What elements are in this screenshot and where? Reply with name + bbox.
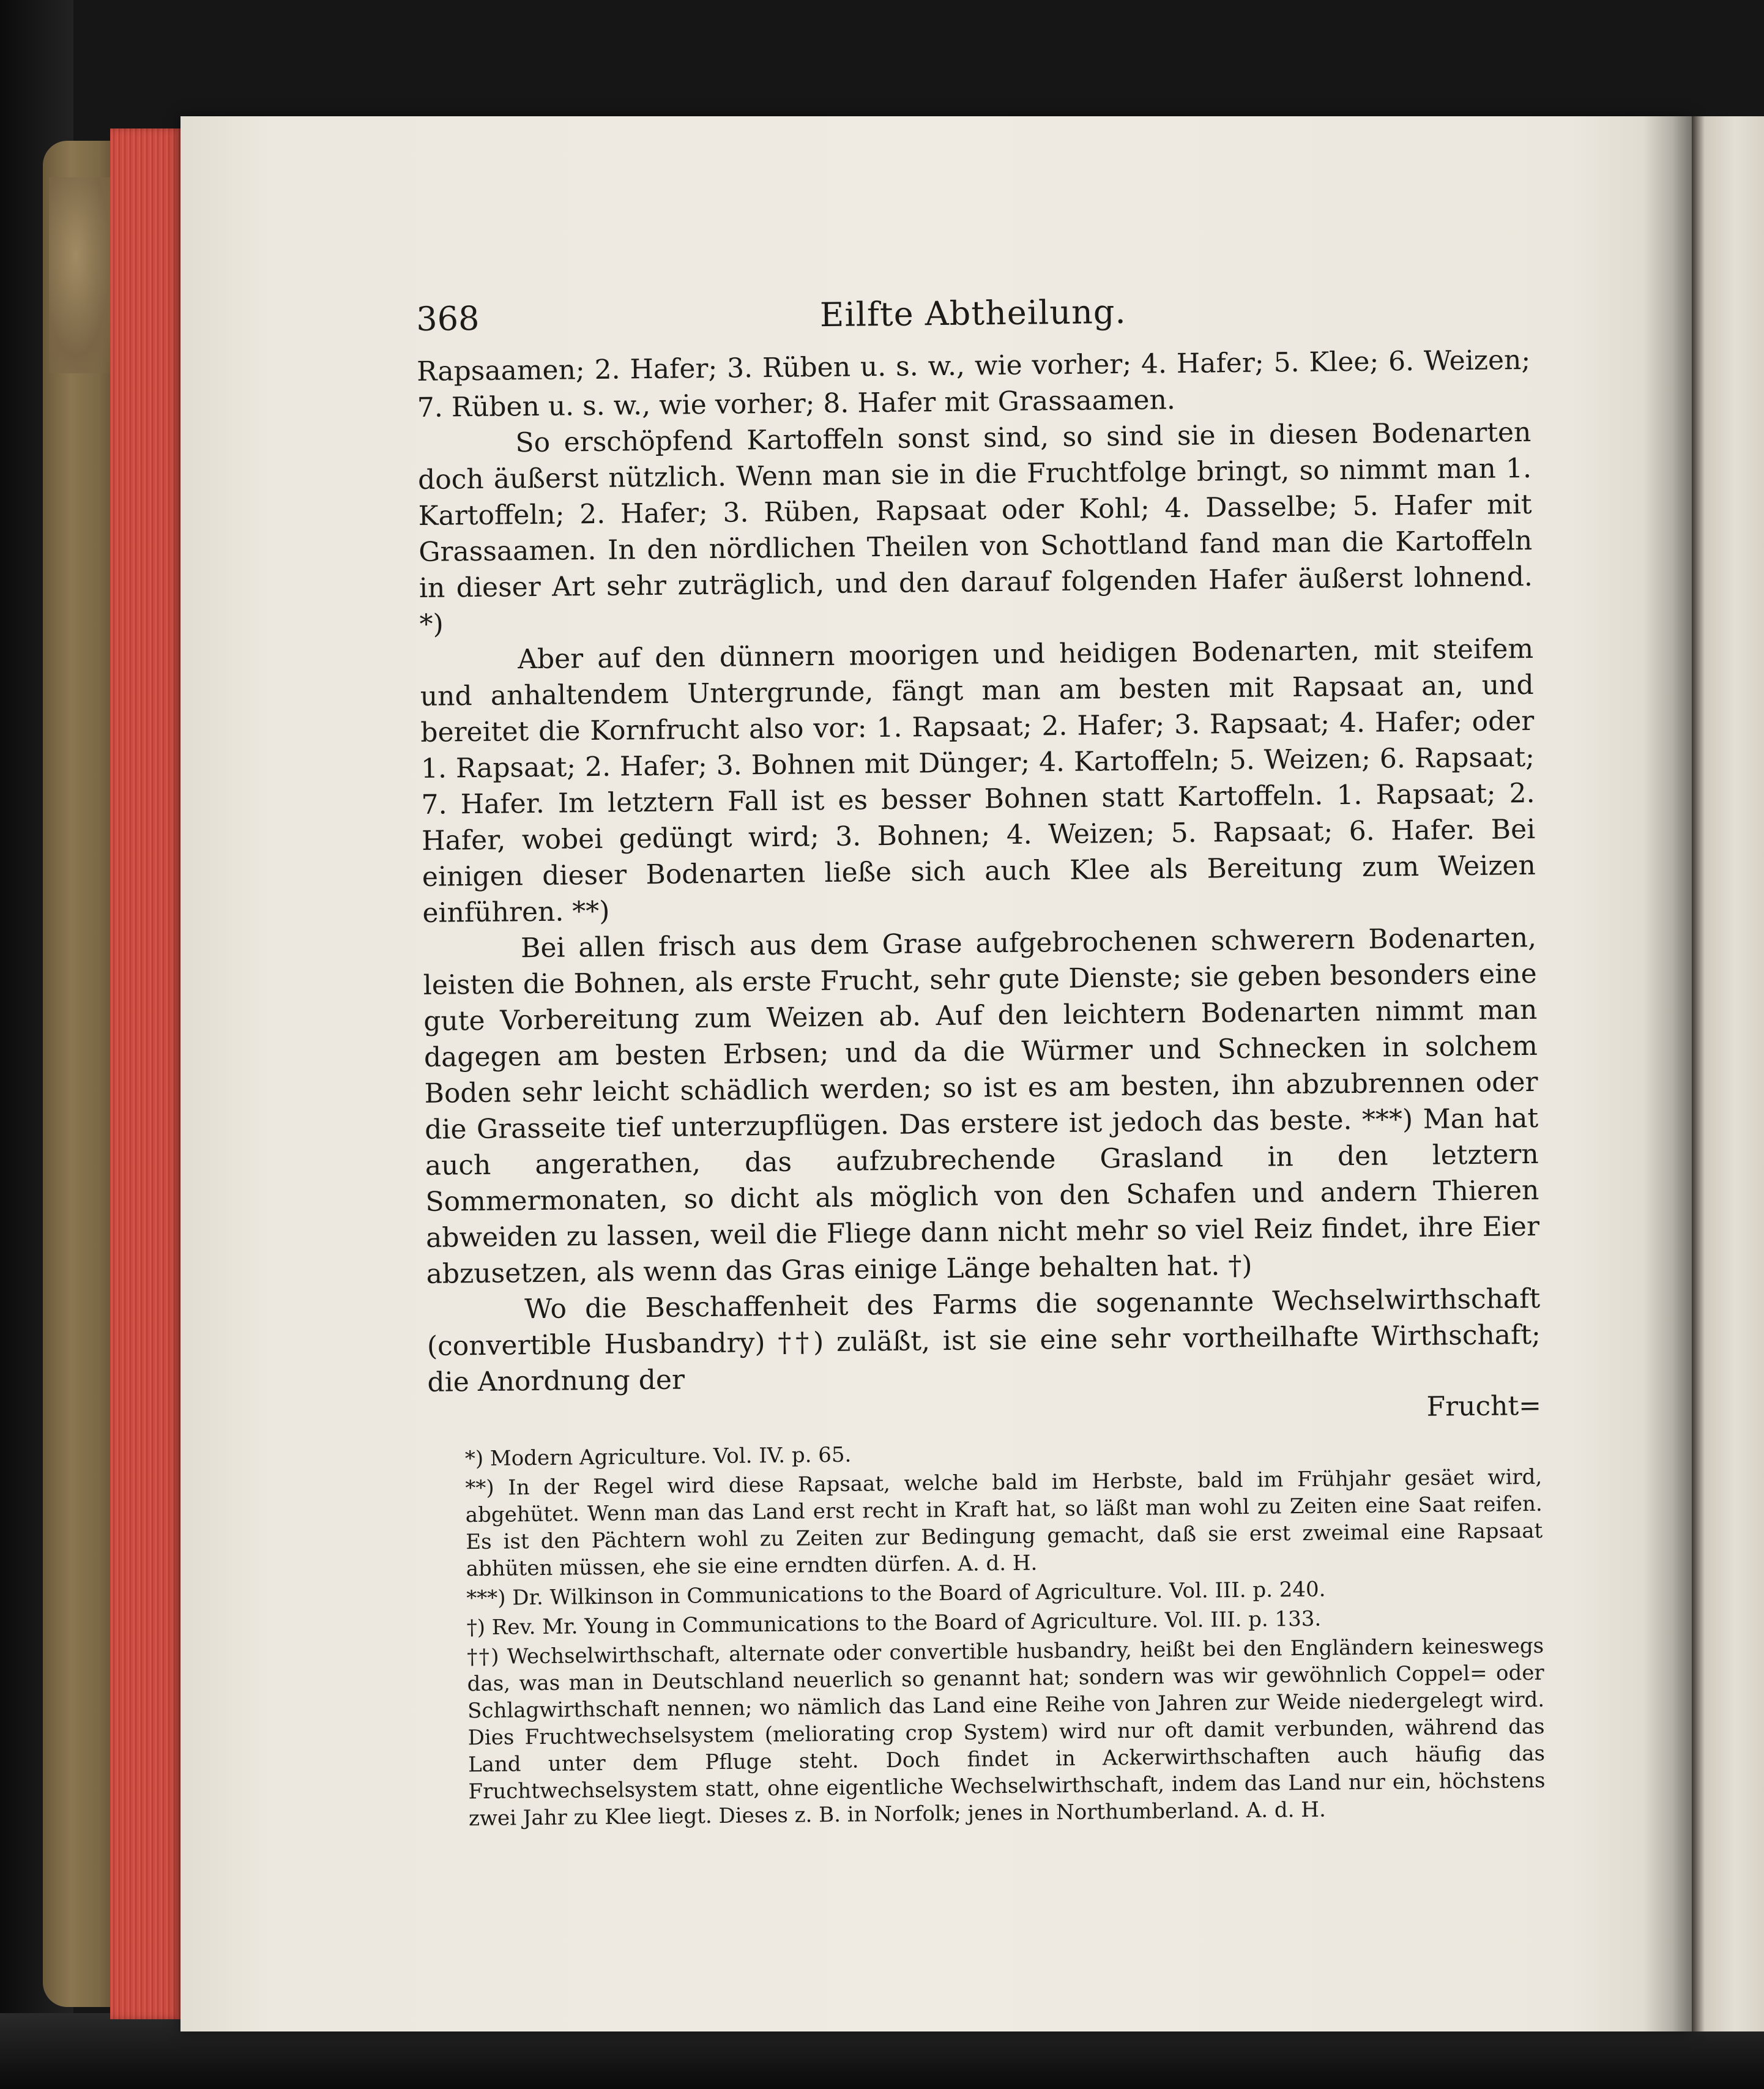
paragraph-5: Wo die Beschaffenheit des Farms die sogenannte Wechselwirthschaft (convertible Husbandry) ††) zuläßt, ist sie eine sehr vortheilhafte Wirthschaft; die Anordnung der — [426, 1283, 1541, 1398]
paragraph-4: Bei allen frisch aus dem Grase aufgebrochenen schwerern Bodenarten, leisten die Bohnen, als erste Frucht, sehr gute Dienste; sie geben besonders eine gute Vorbereitung zum Weizen ab. Auf den leichtern Bodenarten nimmt man dagegen am besten Erbsen; und da die Würmer und Schnecken in solchem Boden sehr leicht schädlich werden; so ist es am besten, ihn abzubrennen oder die Grasseite tief unterzupflügen. Das erstere ist jedoch das beste. ***) Man hat auch angerathen, das aufzubrechende Grasland in den letztern Sommermonaten, so dicht als möglich von den Schafen und andern Thieren abweiden zu lassen, weil die Fliege dann nicht mehr so viel Reiz findet, ihre Eier abzusetzen, als wenn das Gras einige Länge behalten hat. †) — [423, 922, 1540, 1290]
paragraph-3: Aber auf den dünnern moorigen und heidigen Bodenarten, mit steifem und anhaltendem Untergrunde, fängt man am besten mit Rapsaat an, und bereitet die Kornfrucht also vor: 1. Rapsaat; 2. Hafer; 3. Rapsaat; 4. Hafer; oder 1. Rapsaat; 2. Hafer; 3. Bohnen mit Dünger; 4. Kartoffeln; 5. Weizen; 6. Rapsaat; 7. Hafer. Im letztern Fall ist es besser Bohnen statt Kartoffeln. 1. Rapsaat; 2. Hafer, wobei gedüngt wird; 3. Bohnen; 4. Weizen; 5. Rapsaat; 6. Hafer. Bei einigen dieser Bodenarten ließe sich auch Klee als Bereitung zum Weizen einführen. **) — [420, 633, 1536, 929]
facing-page-edge — [1692, 116, 1764, 2031]
paragraph-1: Rapsaamen; 2. Hafer; 3. Rüben u. s. w., wie vorher; 4. Hafer; 5. Klee; 6. Weizen; 7. Rüben u. s. w., wie vorher; 8. Hafer mit Grassaamen. — [416, 344, 1531, 423]
running-head: Eilfte Abtheilung. — [819, 292, 1126, 335]
footnotes — [428, 1434, 1546, 1833]
footnote-1: *) Modern Agriculture. Vol. IV. p. 65. — [464, 1442, 852, 1472]
spine-wear — [49, 177, 116, 373]
footnote-5: ††) Wechselwirthschaft, alternate oder convertible husbandry, heißt bei den Engländern keineswegs das, was man in Deutschland neuerlich so genannt hat; sondern was wir gewöhnlich Coppel= oder Schlagwirthschaft nennen; wo nämlich das Land eine Reihe von Jahren zur Weide niedergelegt wird. Dies Fruchtwechselsystem (meliorating crop System) wird nur oft damit verbunden, während das Land unter dem Pfluge steht. Doch findet in Ackerwirthschaften auch häufig das Fruchtwechselsystem statt, ohne eigentliche Wechselwirthschaft, indem das Land nur ein, höchstens zwei Jahr zu Klee liegt. Dieses z. B. in Norfolk; jenes in Northumberland. A. d. H. — [467, 1633, 1546, 1831]
footnote-4: †) Rev. Mr. Young in Communications to the Board of Agriculture. Vol. III. p. 133. — [466, 1606, 1322, 1640]
page-text-block — [416, 288, 1546, 1835]
page-gutter — [1643, 116, 1692, 2031]
footnote-3: ***) Dr. Wilkinson in Communications to the Board of Agriculture. Vol. III. p. 240. — [466, 1577, 1326, 1611]
page-number: 368 — [416, 299, 480, 338]
red-page-edges — [110, 128, 184, 2019]
catchword: Frucht= — [1426, 1390, 1542, 1423]
footnote-2: **) In der Regel wird diese Rapsaat, welche bald im Herbste, bald im Frühjahr gesäet wird, abgehütet. Wenn man das Land erst recht in Kraft hat, so läßt man wohl zu Zeiten eine Saat reifen. Es ist den Pächtern wohl zu Zeiten zur Bedingung gemacht, daß sie erst zweimal eine Rapsaat abhüten müssen, ehe sie eine erndten dürfen. A. d. H. — [465, 1464, 1543, 1582]
paragraph-2: So erschöpfend Kartoffeln sonst sind, so sind sie in diesen Bodenarten doch äußerst nützlich. Wenn man sie in die Fruchtfolge bringt, so nimmt man 1. Kartoffeln; 2. Hafer; 3. Rüben, Rapsaat oder Kohl; 4. Dasselbe; 5. Hafer mit Grassaamen. In den nördlichen Theilen von Schottland fand man die Kartoffeln in dieser Art sehr zuträglich, und den darauf folgenden Hafer äußerst lohnend. *) — [417, 416, 1533, 640]
